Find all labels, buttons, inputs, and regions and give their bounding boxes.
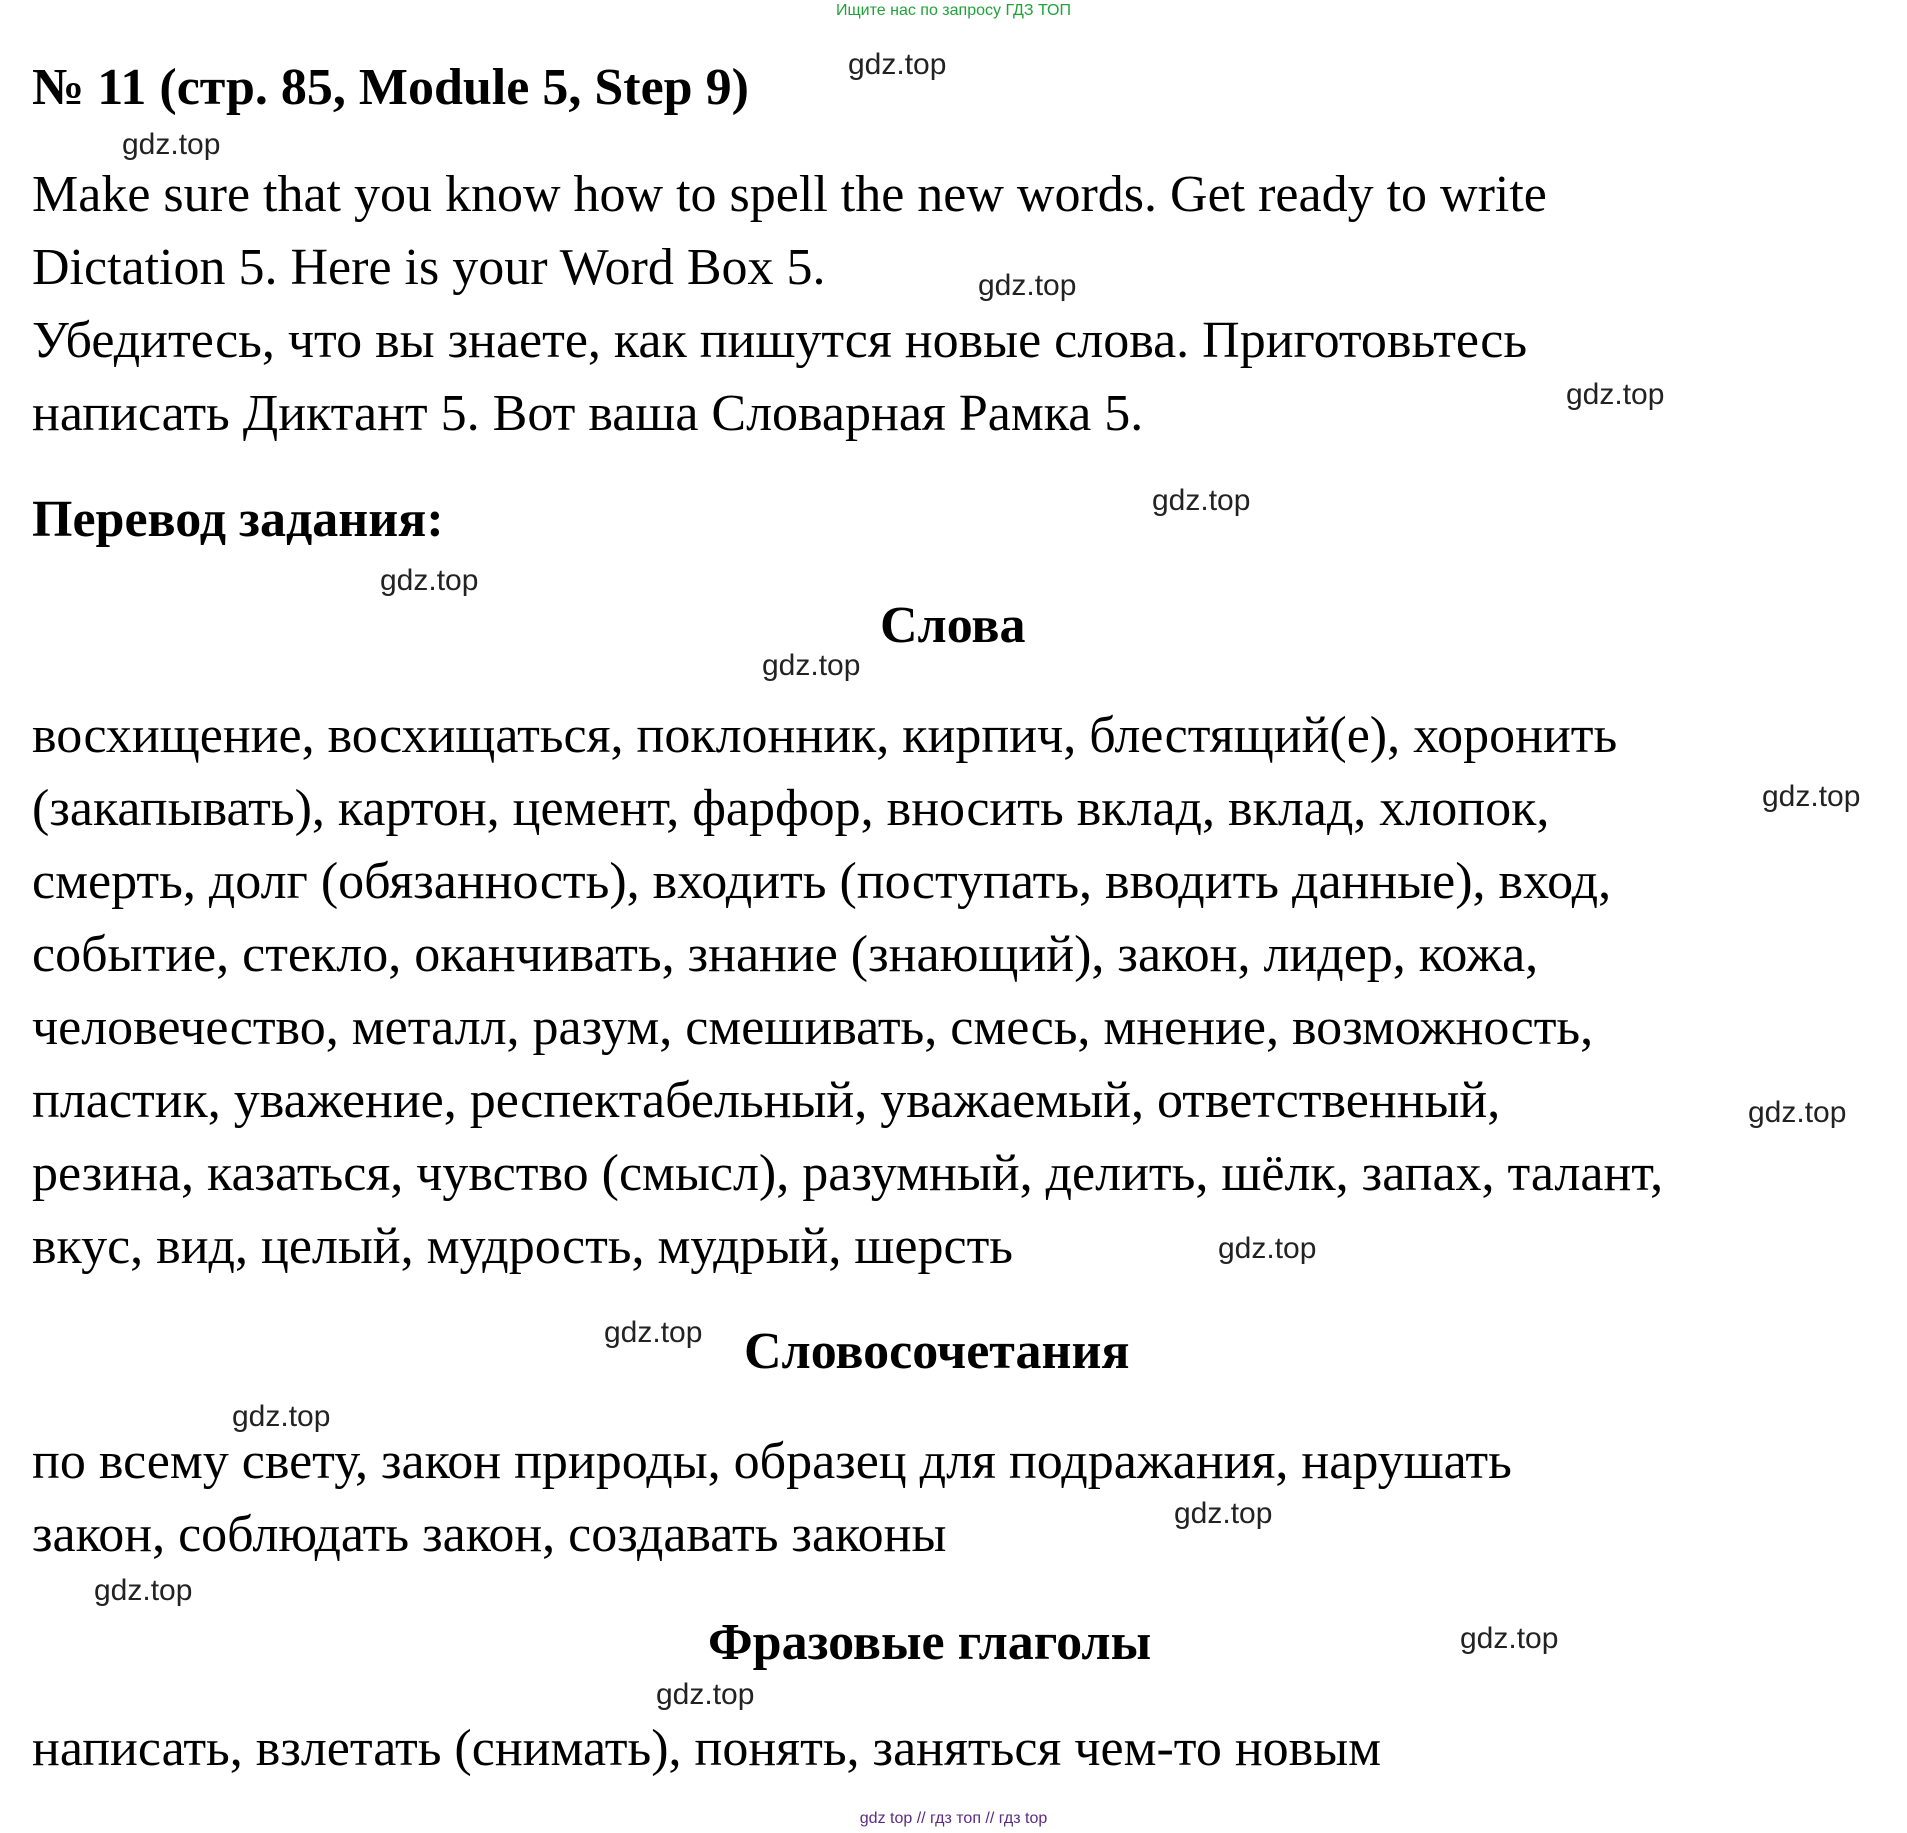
words-line: человечество, металл, разум, смешивать, смесь, мнение, возможность, [32,999,1594,1056]
page-title: № 11 (стр. 85, Module 5, Step 9) [32,59,749,116]
words-line: восхищение, восхищаться, поклонник, кирпич, блестящий(е), хоронить [32,707,1618,764]
top-search-hint[interactable]: Ищите нас по запросу ГДЗ ТОП [836,2,1071,19]
watermark: gdz.top [1762,780,1861,813]
watermark: gdz.top [1152,484,1251,517]
phrases-line: закон, соблюдать закон, создавать законы [32,1506,947,1563]
task-ru-line: Убедитесь, что вы знаете, как пишутся новые слова. Приготовьтесь [32,312,1528,369]
watermark: gdz.top [94,1574,193,1607]
words-line: резина, казаться, чувство (смысл), разумный, делить, шёлк, запах, талант, [32,1145,1664,1202]
words-line: событие, стекло, оканчивать, знание (знающий), закон, лидер, кожа, [32,926,1539,983]
translation-heading: Перевод задания: [32,491,444,548]
footer-links[interactable]: gdz top // гдз топ // гдз top [859,1810,1048,1827]
task-ru-line: написать Диктант 5. Вот ваша Словарная Рамка 5. [32,385,1144,442]
task-en-line: Make sure that you know how to spell the new words. Get ready to write [32,166,1547,223]
phrases-line: по всему свету, закон природы, образец для подражания, нарушать [32,1433,1512,1490]
phrasal-verbs-list [32,1712,1381,1785]
words-heading: Слова [880,597,1026,654]
watermark: gdz.top [604,1316,703,1349]
task-en-line: Dictation 5. Here is your Word Box 5. [32,239,826,296]
watermark: gdz.top [762,649,861,682]
watermark: gdz.top [232,1400,331,1433]
watermark: gdz.top [1566,378,1665,411]
words-line: смерть, долг (обязанность), входить (поступать, вводить данные), вход, [32,853,1612,910]
watermark: gdz.top [1218,1232,1317,1265]
words-list [32,699,1663,1283]
watermark: gdz.top [1174,1497,1273,1530]
words-line: пластик, уважение, респектабельный, уважаемый, ответственный, [32,1072,1501,1129]
watermark: gdz.top [978,269,1077,302]
watermark: gdz.top [656,1678,755,1711]
phrases-list [32,1425,1512,1571]
phrasal-verbs-heading: Фразовые глаголы [708,1614,1152,1671]
watermark: gdz.top [380,564,479,597]
words-line: вкус, вид, целый, мудрость, мудрый, шерсть [32,1218,1014,1275]
phrasal-verbs-line: написать, взлетать (снимать), понять, заняться чем-то новым [32,1720,1382,1777]
watermark: gdz.top [1460,1622,1559,1655]
watermark: gdz.top [848,48,947,81]
task-text-ru [32,304,1527,450]
task-text-en [32,158,1547,304]
watermark: gdz.top [122,128,221,161]
watermark: gdz.top [1748,1096,1847,1129]
phrases-heading: Словосочетания [744,1323,1130,1380]
words-line: (закапывать), картон, цемент, фарфор, вносить вклад, вклад, хлопок, [32,780,1550,837]
